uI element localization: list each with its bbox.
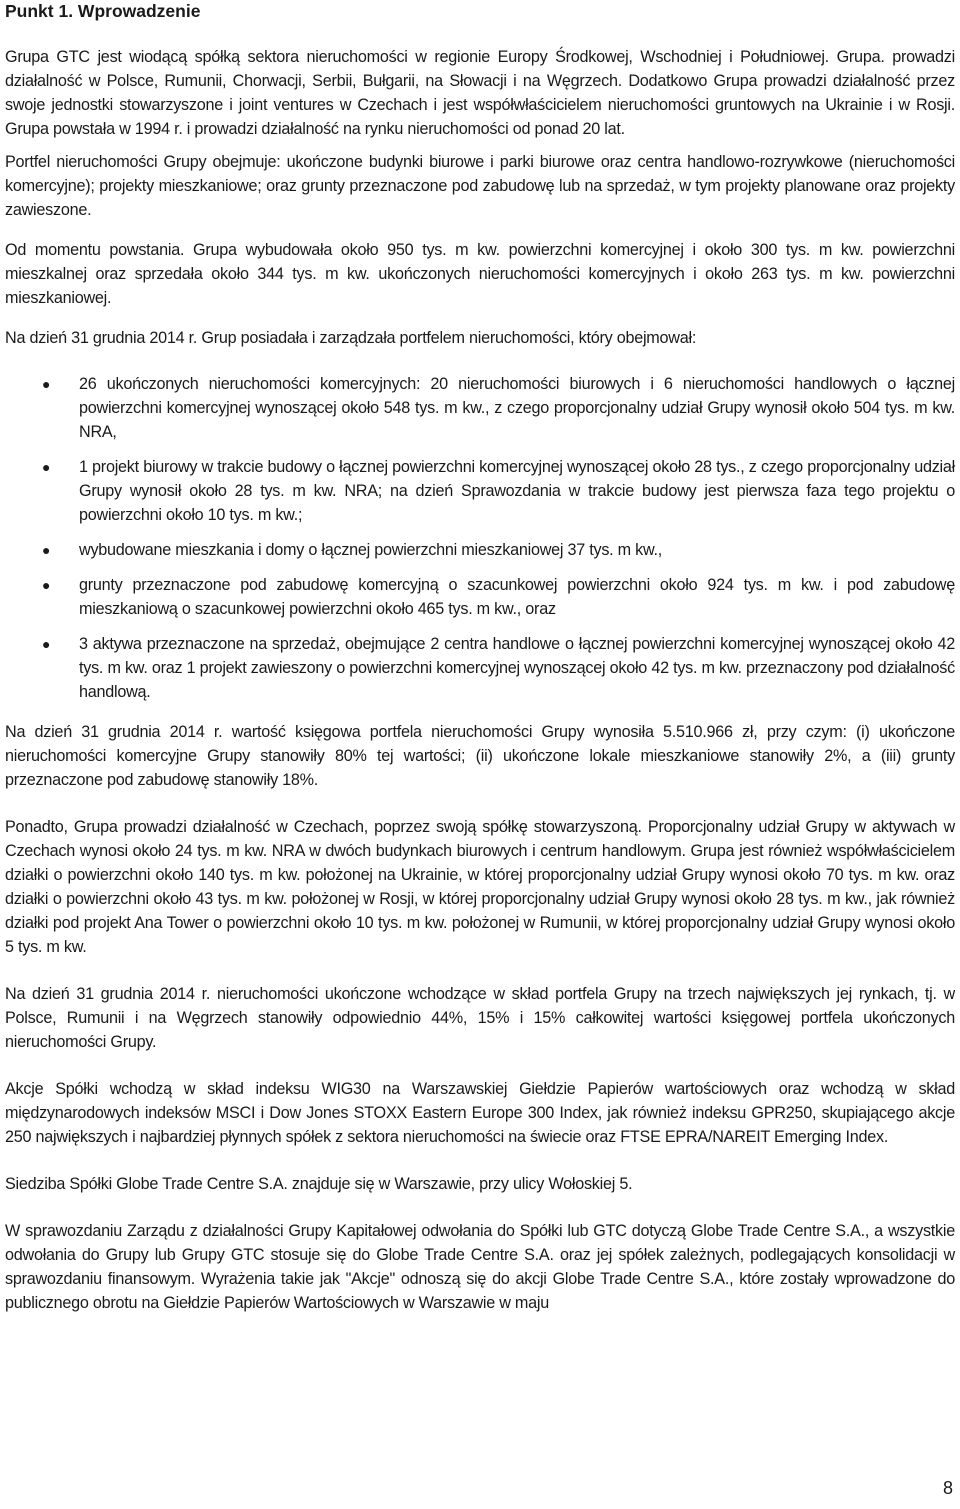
bullet-icon: ●	[42, 636, 51, 652]
document-page	[5, 0, 955, 1315]
bullet-icon: ●	[42, 459, 51, 475]
list-item-text: 26 ukończonych nieruchomości komercyjnych: 20 nieruchomości biurowych i 6 nieruchomości handlowych o łącznej powierzchni komercyjnej wynoszącej około 548 tys. m kw., z czego proporcjonalny udział Grupy wynosił około 504 tys. m kw. NRA,	[79, 375, 955, 441]
paragraph-definitions: W sprawozdaniu Zarządu z działalności Grupy Kapitałowej odwołania do Spółki lub GTC dotyczą Globe Trade Centre S.A., a wszystkie odwołania do Grupy lub Grupy GTC stosuje się do Globe Trade Centre S.A. oraz jej spółek zależnych, podlegających konsolidacji w sprawozdaniu finansowym. Wyrażenia takie jak "Akcje" odnoszą się do akcji Globe Trade Centre S.A., które zostały wprowadzone do publicznego obrotu na Giełdzie Papierów Wartościowych w Warszawie w maju	[5, 1222, 955, 1312]
paragraph-intro: Grupa GTC jest wiodącą spółką sektora nieruchomości w regionie Europy Środkowej, Wschodniej i Południowej. Grupa. prowadzi działalność w Polsce, Rumunii, Chorwacji, Serbii, Bułgarii, na Słowacji i na Węgrzech. Dodatkowo Grupa prowadzi działalność przez swoje jednostki stowarzyszone i joint ventures w Czechach i jest współwłaścicielem nieruchomości gruntowych na Ukrainie i w Rosji. Grupa powstała w 1994 r. i prowadzi działalność na rynku nieruchomości od ponad 20 lat.	[5, 48, 955, 138]
paragraph-book-value: Na dzień 31 grudnia 2014 r. wartość księgowa portfela nieruchomości Grupy wynosiła 5.510.966 zł, przy czym: (i) ukończone nieruchomości komercyjne Grupy stanowiły 80% tej wartości; (ii) ukończone lokale mieszkaniowe stanowiły 2%, a (iii) grunty przeznaczone pod zabudowę stanowiły 18%.	[5, 723, 955, 789]
list-item	[5, 573, 955, 621]
list-item	[5, 538, 955, 562]
list-item-text: grunty przeznaczone pod zabudowę komercyjną o szacunkowej powierzchni około 924 tys. m kw. i pod zabudowę mieszkaniową o szacunkowej powierzchni około 465 tys. m kw., oraz	[79, 576, 955, 618]
list-item	[5, 372, 955, 444]
bullet-icon: ●	[42, 577, 51, 593]
list-item	[5, 455, 955, 527]
paragraph-indices: Akcje Spółki wchodzą w skład indeksu WIG30 na Warszawskiej Giełdzie Papierów wartościowych oraz wchodzą w skład międzynarodowych indeksów MSCI i Dow Jones STOXX Eastern Europe 300 Index, jak również indeksu GPR250, skupiającego akcje 250 największych i najbardziej płynnych spółek z sektora nieruchomości na świecie oraz FTSE EPRA/NAREIT Emerging Index.	[5, 1080, 955, 1146]
section-heading: Punkt 1. Wprowadzenie	[5, 1, 201, 21]
paragraph-history: Od momentu powstania. Grupa wybudowała około 950 tys. m kw. powierzchni komercyjnej i około 300 tys. m kw. powierzchni mieszkalnej oraz sprzedała około 344 tys. m kw. ukończonych nieruchomości komercyjnych i około 263 tys. m kw. powierzchni mieszkaniowej.	[5, 241, 955, 307]
paragraph-portfolio: Portfel nieruchomości Grupy obejmuje: ukończone budynki biurowe i parki biurowe oraz centra handlowo-rozrywkowe (nieruchomości komercyjne); projekty mieszkaniowe; oraz grunty przeznaczone pod zabudowę lub na sprzedaż, w tym projekty planowane oraz projekty zawieszone.	[5, 153, 955, 219]
page-number: 8	[942, 1478, 953, 1498]
portfolio-list	[5, 372, 955, 704]
list-item	[5, 632, 955, 704]
list-item-text: 1 projekt biurowy w trakcie budowy o łącznej powierzchni komercyjnej wynoszącej około 28 tys., z czego proporcjonalny udział Grupy wynosił około 28 tys. m kw. NRA; na dzień Sprawozdania w trakcie budowy jest pierwsza faza tego projektu o powierzchni około 10 tys. m kw.;	[79, 458, 955, 524]
list-item-text: 3 aktywa przeznaczone na sprzedaż, obejmujące 2 centra handlowe o łącznej powierzchni komercyjnej wynoszącej około 42 tys. m kw. oraz 1 projekt zawieszony o powierzchni komercyjnej wynoszącej około 42 tys. m kw. przeznaczony pod działalność handlową.	[79, 635, 955, 701]
paragraph-headquarters: Siedziba Spółki Globe Trade Centre S.A. znajduje się w Warszawie, przy ulicy Wołoskiej 5.	[5, 1175, 633, 1193]
list-item-text: wybudowane mieszkania i domy o łącznej powierzchni mieszkaniowej 37 tys. m kw.,	[79, 541, 663, 559]
bullet-icon: ●	[42, 376, 51, 392]
paragraph-portfolio-date: Na dzień 31 grudnia 2014 r. Grup posiadała i zarządzała portfelem nieruchomości, który obejmował:	[5, 329, 697, 347]
bullet-icon: ●	[42, 542, 51, 558]
paragraph-czech-assets: Ponadto, Grupa prowadzi działalność w Czechach, poprzez swoją spółkę stowarzyszoną. Proporcjonalny udział Grupy w aktywach w Czechach wynosi około 24 tys. m kw. NRA w dwóch budynkach biurowych i centrum handlowym. Grupa jest również współwłaścicielem działki o powierzchni około 140 tys. m kw. położonej na Ukrainie, w której proporcjonalny udział Grupy wynosi około 70 tys. m kw. oraz działki o powierzchni około 43 tys. m kw. położonej w Rosji, w której proporcjonalny udział Grupy wynosi około 28 tys. m kw., jak również działki pod projekt Ana Tower o powierzchni około 10 tys. m kw. położonej w Rumunii, w której proporcjonalny udział Grupy wynosi około 5 tys. m kw.	[5, 818, 955, 956]
paragraph-markets: Na dzień 31 grudnia 2014 r. nieruchomości ukończone wchodzące w skład portfela Grupy na trzech największych jej rynkach, tj. w Polsce, Rumunii i na Węgrzech stanowiły odpowiednio 44%, 15% i 15% całkowitej wartości księgowej portfela ukończonych nieruchomości Grupy.	[5, 985, 955, 1051]
